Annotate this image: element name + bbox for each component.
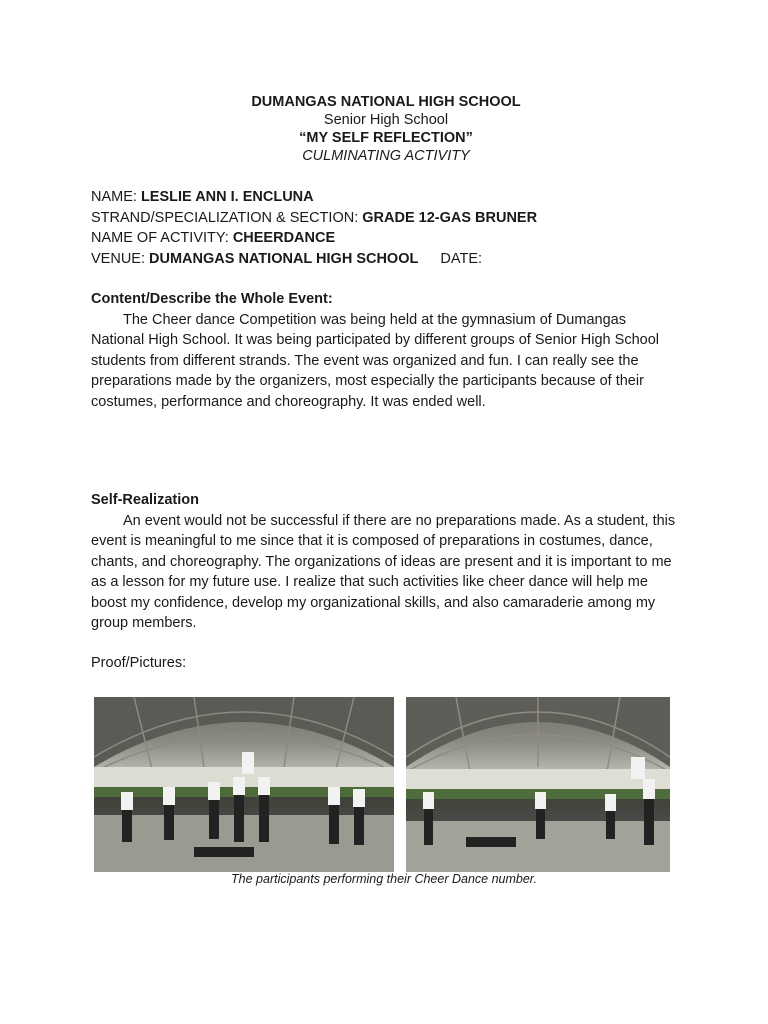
cheer-dance-photo-1 [94, 697, 394, 872]
document-header [91, 93, 681, 165]
content-paragraph-text: The Cheer dance Competition was being held at the gymnasium of Dumangas National High School. It was being participated by different groups of Senior High School students from different strands. The event was organized and fun. I can really see the preparations made by the organizers, most especially the participants because of their costumes, performance and choreography. It was ended well. [91, 311, 659, 410]
realization-heading: Self-Realization [91, 492, 199, 508]
content-section [91, 289, 681, 412]
school-name: DUMANGAS NATIONAL HIGH SCHOOL [251, 94, 521, 110]
proof-photos [94, 697, 670, 872]
content-heading: Content/Describe the Whole Event: [91, 291, 333, 307]
name-value: LESLIE ANN I. ENCLUNA [140, 189, 314, 205]
strand-value: GRADE 12-GAS BRUNER [362, 209, 538, 226]
strand-label: STRAND/SPECIALIZATION & SECTION: [91, 209, 359, 226]
activity-value: CHEERDANCE [232, 230, 336, 246]
strand-row [91, 208, 681, 229]
venue-value: DUMANGAS NATIONAL HIGH SCHOOL [149, 250, 419, 267]
activity-label: NAME OF ACTIVITY: [91, 230, 229, 246]
name-label: NAME: [91, 189, 137, 205]
document-page [91, 93, 681, 673]
school-level: Senior High School [323, 112, 449, 128]
venue-label: VENUE: [91, 250, 145, 267]
photo-caption: The participants performing their Cheer Dance number. [231, 872, 537, 886]
activity-type: CULMINATING ACTIVITY [302, 148, 470, 164]
realization-section [91, 490, 681, 634]
name-row [91, 187, 681, 208]
proof-label: Proof/Pictures: [91, 654, 187, 671]
document-title: “MY SELF REFLECTION” [299, 130, 473, 146]
activity-row [91, 228, 681, 249]
info-fields [91, 187, 681, 269]
realization-paragraph [91, 511, 681, 634]
realization-paragraph-text: An event would not be successful if there are no preparations made. As a student, this event is meaningful to me since that it is composed of preparations in costumes, dance, chants, and choreography. The organizations of ideas are present and it is important to me as a lesson for my future use. I realize that such activities like cheer dance will help me boost my confidence, develop my organizational skills, and also camaraderie among my group members. [91, 512, 676, 631]
date-label: DATE: [440, 250, 483, 267]
venue-row [91, 249, 681, 270]
content-paragraph [91, 310, 681, 413]
cheer-dance-photo-2 [406, 697, 670, 872]
gym-photo-1-illustration [94, 697, 394, 872]
gym-photo-2-illustration [406, 697, 670, 872]
